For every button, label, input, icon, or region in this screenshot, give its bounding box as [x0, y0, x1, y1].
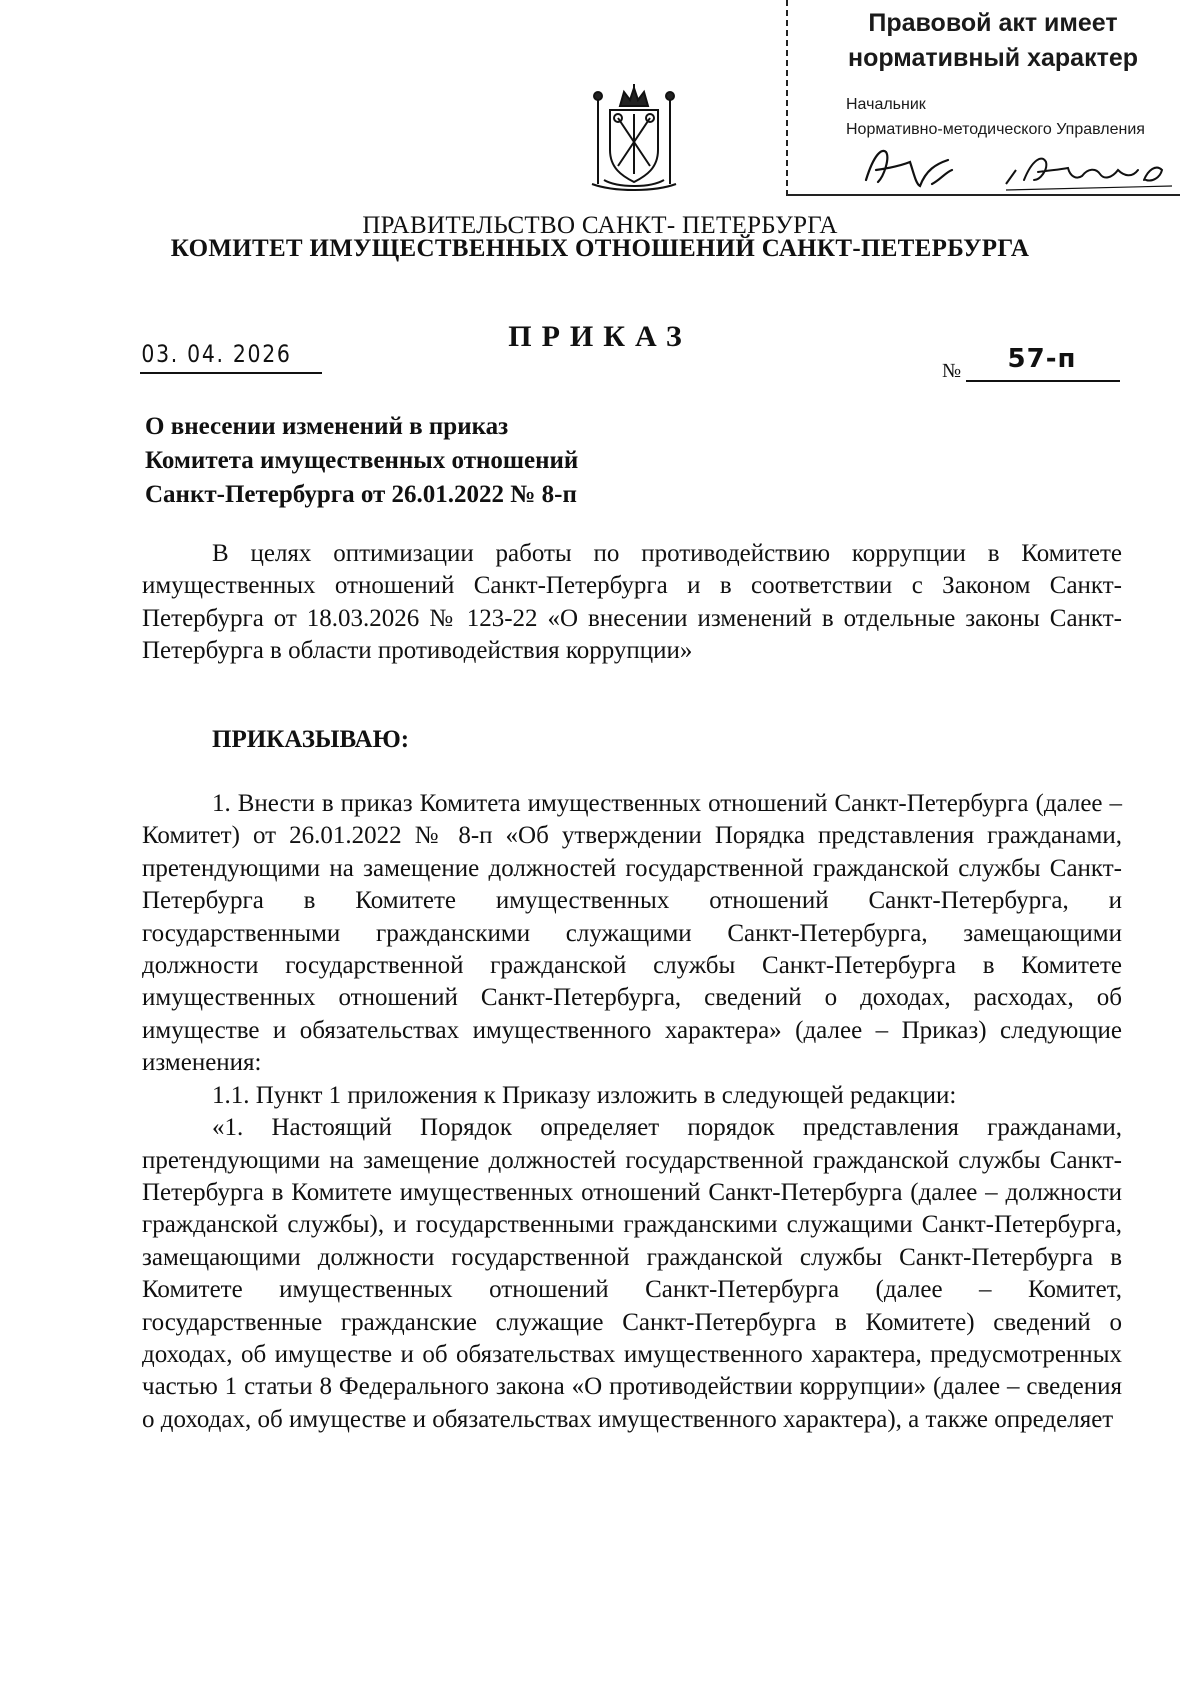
subject-line1: О внесении изменений в приказ [145, 413, 509, 440]
coat-of-arms-icon [584, 84, 684, 194]
document-number: 57-п [1007, 344, 1077, 374]
quoted-paragraph: «1. Настоящий Порядок определяет порядок представления гражданами, претендующими на замещение должностей государственной гражданской службы Санкт-Петербурга в Комитете имущественных отношений Санкт-Петербурга (далее – должности гражданской службы), и государственными гражданскими служащими Санкт-Петербурга, замещающими должности государственной гражданской службы Санкт-Петербурга в Комитете имущественных отношений Санкт-Петербурга (далее – Комитет, государственные гражданские служащие Санкт-Петербурга в Комитете) сведений о доходах, об имуществе и об обязательствах имущественного характера, предусмотренных частью 1 статьи 8 Федерального закона «О противодействии коррупции» (далее – сведения о доходах, об имуществе и обязательствах имущественного характера), а также определяет [142, 1114, 1122, 1433]
stamp-role-line1: Начальник [846, 96, 926, 113]
item-1-1-paragraph: 1.1. Пункт 1 приложения к Приказу изложить в следующей редакции: [212, 1081, 957, 1109]
document-body [142, 538, 1122, 1436]
document-type: ПРИКАЗ [508, 320, 692, 353]
item-1-paragraph: 1. Внести в приказ Комитета имущественных отношений Санкт-Петербурга (далее – Комитет) от 26.01.2022 № 8-п «Об утверждении Порядка представления гражданами, претендующими на замещение должностей государственной гражданской службы Санкт-Петербурга в Комитете имущественных отношений Санкт-Петербурга, и государственными гражданскими служащими Санкт-Петербурга, замещающими должности государственной гражданской службы Санкт-Петербурга в Комитете имущественных отношений Санкт-Петербурга, сведений о доходах, расходах, об имуществе и обязательствах имущественного характера» (далее – Приказ) следующие изменения: [142, 790, 1122, 1077]
government-title: ПРАВИТЕЛЬСТВО САНКТ- ПЕТЕРБУРГА [362, 212, 838, 239]
subject-line2: Комитета имущественных отношений [145, 447, 579, 474]
number-underline [966, 380, 1120, 382]
stamp-role-line2: Нормативно-методического Управления [846, 121, 1145, 138]
normative-stamp [786, 0, 1200, 196]
stamp-title-line2: нормативный характер [847, 44, 1139, 72]
stamp-title [810, 6, 1176, 76]
stamp-title-line1: Правовой акт имеет [868, 9, 1118, 37]
handwritten-signature [856, 140, 1176, 194]
stamp-border-bottom [786, 194, 1180, 196]
subject-line3: Санкт-Петербурга от 26.01.2022 № 8-п [145, 481, 577, 508]
stamp-border-left [786, 0, 788, 196]
number-sign: № [942, 360, 962, 382]
document-date: 03. 04. 2026 [141, 340, 292, 368]
committee-title: КОМИТЕТ ИМУЩЕСТВЕННЫХ ОТНОШЕНИЙ САНКТ-ПЕТЕРБУРГА [170, 235, 1030, 262]
document-subject [145, 410, 578, 512]
order-word: ПРИКАЗЫВАЮ: [212, 725, 410, 753]
date-underline [140, 372, 322, 374]
stamp-role [846, 92, 1145, 142]
preamble-paragraph: В целях оптимизации работы по противодействию коррупции в Комитете имущественных отношений Санкт-Петербурга и в соответствии с Законом Санкт-Петербурга от 18.03.2026 № 123-22 «О внесении изменений в отдельные законы Санкт-Петербурга в области противодействия коррупции» [142, 540, 1122, 665]
